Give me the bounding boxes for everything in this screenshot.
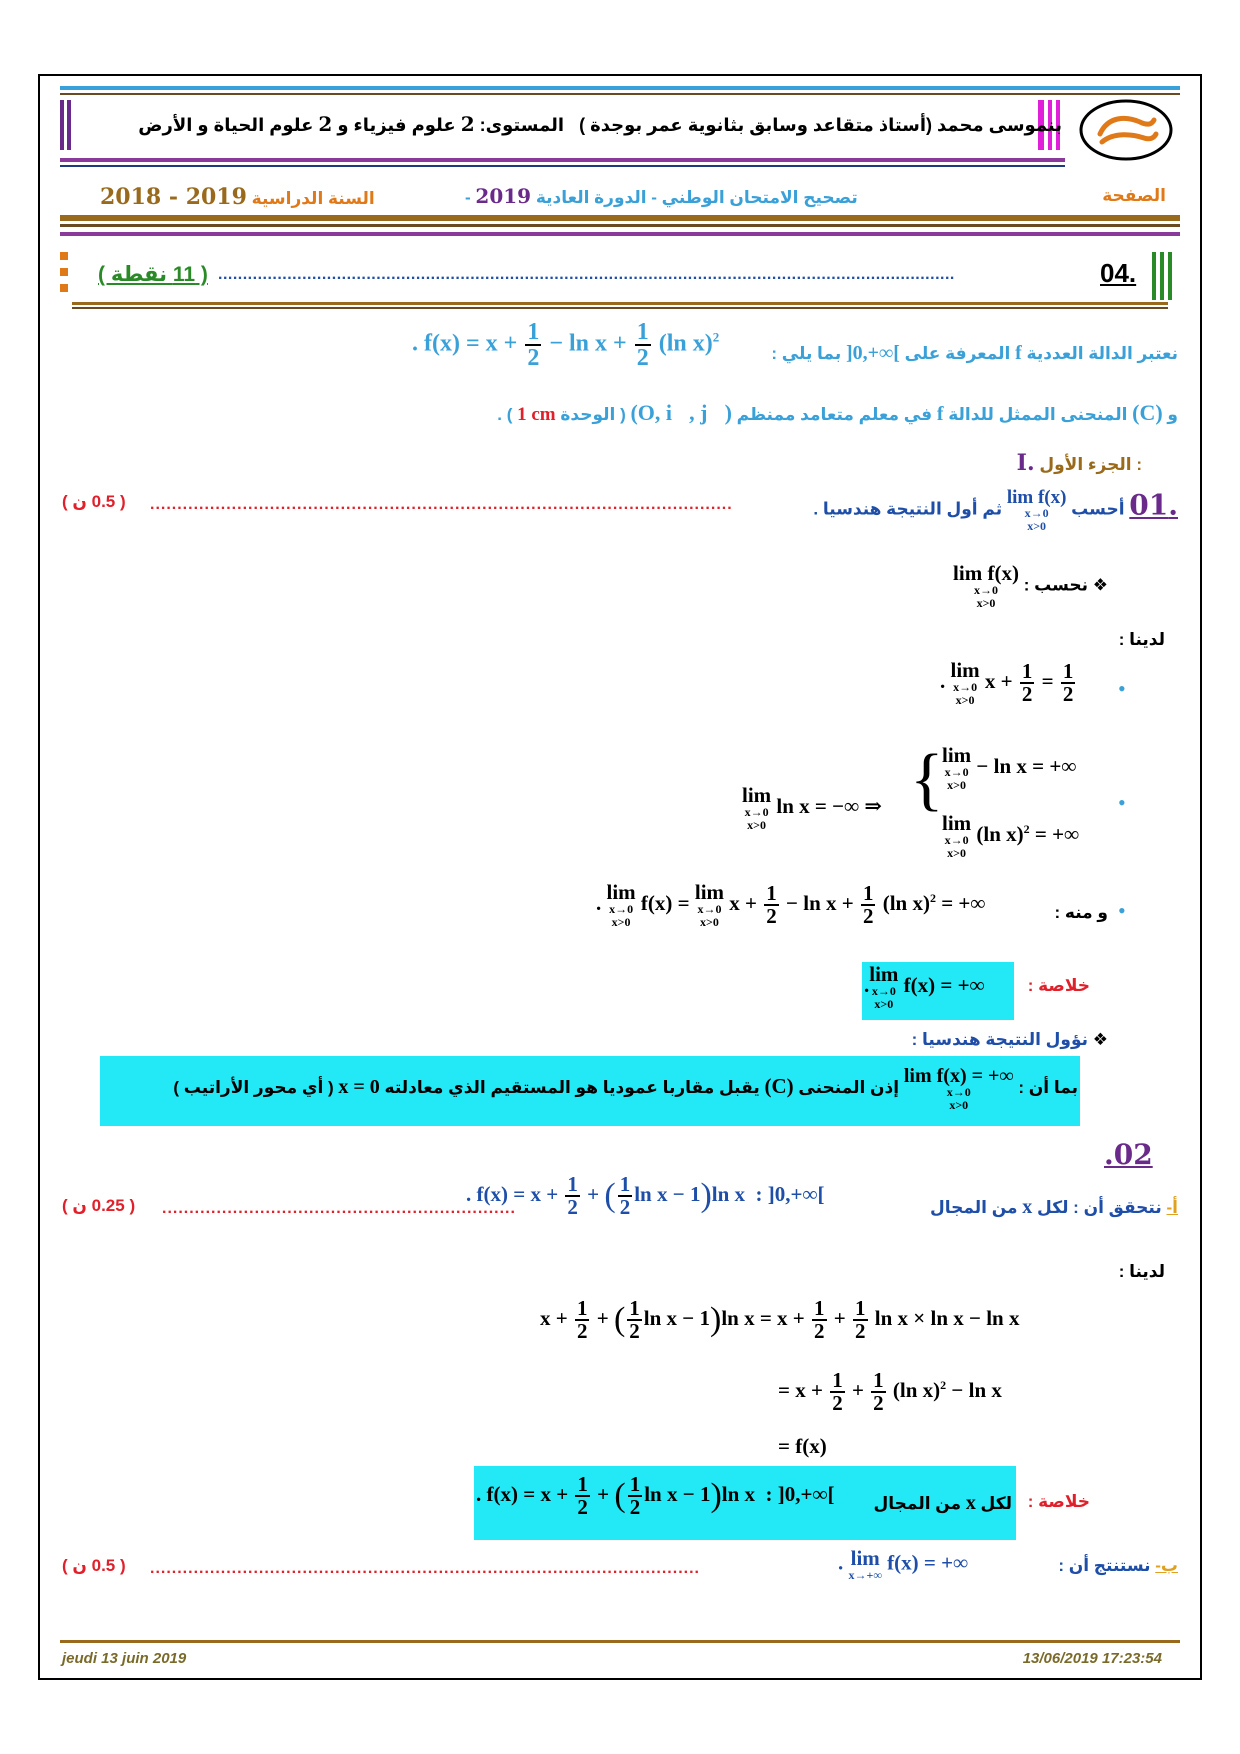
q2a-dots: ................................................................. — [162, 1200, 516, 1217]
q2-derivation-line-2: = x + $\frac{1}{2}$ + $\frac{1}{2}$ (ln x)$^2$ − ln x — [778, 1368, 1002, 1415]
intro-line2-mid: المنحنى الممثل للدالة — [948, 405, 1128, 424]
exam-year: 2019 — [475, 184, 532, 208]
section-number: 04. — [1100, 258, 1137, 288]
logo-icon — [1078, 98, 1174, 162]
level-value-2: 2 — [318, 112, 333, 136]
section-left-marks — [60, 252, 68, 292]
footer-right-stamp: 13/06/2019 17:23:54 — [1022, 1650, 1162, 1667]
school-year-value: 2019 - 2018 — [100, 184, 247, 210]
q2a-points: ( 0.25 ن ) — [62, 1196, 136, 1215]
q1-limit-line-1: . lim x→0 x>0 x + $\frac{1}{2}$ = $\frac{1}{2}$ — [940, 658, 1074, 707]
q2b-points: ( 0.5 ن ) — [62, 1556, 126, 1575]
exam-title: تصحيح الامتحان الوطني - الدورة العادية 2019 - — [465, 184, 858, 208]
intro-line2-prefix: و — [1167, 405, 1178, 424]
footer-left-date: jeudi 13 juin 2019 — [62, 1650, 187, 1667]
q1-text-a: أحسب — [1071, 499, 1125, 519]
q2-derivation-line-3: = f(x) — [778, 1434, 827, 1458]
level-value-1: 2 — [460, 112, 475, 136]
intro-line1-prefix: نعتبر الدالة العددية — [1026, 344, 1178, 363]
q2a-text2: من المجال — [930, 1198, 1018, 1217]
intro-line2-frame: في معلم متعامد ممنظم — [736, 405, 933, 424]
header-top-rule-dark — [60, 93, 1180, 95]
q2b-dots: ..................................................................................................... — [150, 1560, 700, 1577]
header-top-rule-cyan — [60, 86, 1180, 90]
intro-line1-suffix: بما يلي : — [771, 344, 842, 363]
q1-calc-label: نحسب : — [1023, 575, 1089, 595]
q1-summary-formula: .lim x→0 x>0 f(x) = +∞ — [864, 962, 985, 1011]
section-number-bars — [1152, 252, 1174, 300]
q1-interp-b: إذن المنحنى — [798, 1078, 900, 1098]
level-text-2: علوم الحياة و الأرض — [138, 115, 314, 135]
level-text-1: علوم فيزياء و — [337, 115, 456, 135]
q1-interp-c: يقبل مقاربا عموديا هو المستقيم الذي معادلته — [384, 1078, 760, 1098]
q1-interpret-line — [912, 1030, 1108, 1050]
q1-heading: .01 أحسب lim f(x) x→0 x>0 ثم أول النتيجة هندسيا . — [813, 487, 1178, 533]
q1-have-label: لدينا : — [1118, 630, 1165, 649]
q1-text-b: ثم أول النتيجة هندسيا . — [813, 499, 1003, 519]
intro-line-2: و (C) المنحنى الممثل للدالة f في معلم متعامد ممنظم (O, i⃗, j⃗) ( الوحدة 1 cm ) . — [497, 400, 1178, 425]
q2b-text: نستنتج أن : — [1058, 1556, 1151, 1575]
exam-title-text: تصحيح الامتحان الوطني - الدورة العادية — [535, 188, 858, 207]
q2a-summary-text: لكل x من المجال — [873, 1492, 1012, 1514]
header-mid-rule — [60, 158, 1065, 162]
q1-dots: ........................................................................................................... — [150, 496, 733, 513]
q2a-heading: أ- نتحقق أن : لكل x من المجال — [930, 1196, 1178, 1218]
bullet-dot-icon: • — [1118, 898, 1126, 923]
level-label: المستوى: — [479, 115, 565, 135]
q1-interp-a: بما أن : — [1018, 1078, 1078, 1098]
q2b-heading — [1058, 1556, 1178, 1576]
part-one-heading — [1017, 450, 1142, 476]
header-bottom-rule-2 — [60, 224, 1180, 227]
intro-line1-mid: المعرفة على — [904, 344, 1011, 363]
q2a-label: أ- — [1166, 1198, 1178, 1217]
section-points: ( 11 نقطة ) — [98, 263, 208, 286]
intro-line2-unit: 1 cm — [517, 404, 556, 425]
page-label: الصفحة — [1102, 186, 1166, 205]
school-year — [100, 184, 375, 210]
q1-interpret-text: بما أن : lim f(x) = +∞ x→0 x>0 إذن المنحنى (C) يقبل مقاربا عموديا هو المستقيم الذي معادلته x = 0 ( أي محور الأراتيب ) — [173, 1065, 1078, 1112]
q2-number: .02 — [1104, 1138, 1153, 1171]
header-bottom-rule — [60, 215, 1180, 221]
school-year-label: السنة الدراسية — [251, 189, 375, 208]
page-frame — [38, 74, 1202, 1680]
q1-number: .01 — [1129, 488, 1178, 522]
q2a-formula: . f(x) = x + $\frac{1}{2}$ + ( $\frac{1}{2}$ ln x − 1)ln x : ]0,+∞[ — [466, 1172, 825, 1219]
q2a-summary-label: خلاصة : — [1027, 1492, 1090, 1511]
intro-line2-unit-label: ( الوحدة — [560, 405, 626, 424]
q2a-summary-text1: لكل — [980, 1494, 1012, 1513]
intro-formula: . f(x) = x + $\frac{1}{2}$ − ln x + $\frac{1}{2}$ (ln x)$^2$ — [412, 319, 720, 371]
q2-have-label: لدينا : — [1118, 1262, 1165, 1281]
q1-calc-line: ❖ نحسب : lim f(x) x→0 x>0 — [953, 561, 1108, 610]
intro-line2-end: ) . — [497, 405, 513, 424]
q2a-summary-text2: من المجال — [873, 1494, 962, 1513]
q1-limit-line-3: . lim x→0 x>0 f(x) = lim x→0 x>0 x + $\frac{1}{2}$ − ln x + $\frac{1}{2}$ (ln x)$^2$ = +∞ — [596, 880, 986, 929]
q1-points: ( 0.5 ن ) — [62, 492, 126, 511]
q2b-formula: . lim x→+∞ f(x) = +∞ — [838, 1546, 969, 1582]
q2b-label: ب- — [1155, 1556, 1178, 1575]
part-one-title: الجزء الأول : — [1039, 455, 1142, 474]
header-author-line — [138, 112, 1062, 136]
q1-then-label: و منه : — [1054, 903, 1108, 922]
q2a-text: نتحقق أن : لكل — [1037, 1198, 1162, 1217]
footer-rule — [60, 1640, 1180, 1643]
section-dots: ..................................................................................................................................................... — [218, 266, 955, 283]
part-one-label: I. — [1016, 450, 1035, 476]
q2-derivation-line-1: x + $\frac{1}{2}$ + ( $\frac{1}{2}$ ln x − 1)ln x = x + $\frac{1}{2}$ + $\frac{1}{2}$ ln x × ln x − ln x — [540, 1296, 1020, 1343]
q1-summary-label: خلاصة : — [1027, 976, 1090, 995]
section-rule-2 — [72, 307, 1168, 309]
author-text: بنموسى محمد (أستاذ متقاعد وسابق بثانوية عمر بوجدة ) — [579, 115, 1062, 135]
header-mid-rule-2 — [60, 165, 1065, 167]
section-rule — [72, 302, 1168, 305]
diamond-bullet-icon: ❖ — [1092, 1030, 1108, 1050]
q1-interpret-label: نؤول النتيجة هندسيا : — [911, 1030, 1089, 1049]
q2a-summary-formula: . f(x) = x + $\frac{1}{2}$ + ( $\frac{1}{2}$ ln x − 1)ln x : ]0,+∞[ — [476, 1472, 835, 1519]
q1-interp-d: ( أي محور الأراتيب ) — [173, 1078, 334, 1098]
bullet-dot-icon: • — [1118, 790, 1126, 815]
left-bar-group — [60, 100, 74, 150]
diamond-bullet-icon: ❖ — [1092, 575, 1108, 596]
header-bottom-rule-3 — [60, 232, 1180, 236]
bullet-dot-icon: • — [1118, 676, 1126, 701]
intro-line-1: نعتبر الدالة العددية f المعرفة على ]0,+∞[ بما يلي : — [771, 342, 1178, 364]
